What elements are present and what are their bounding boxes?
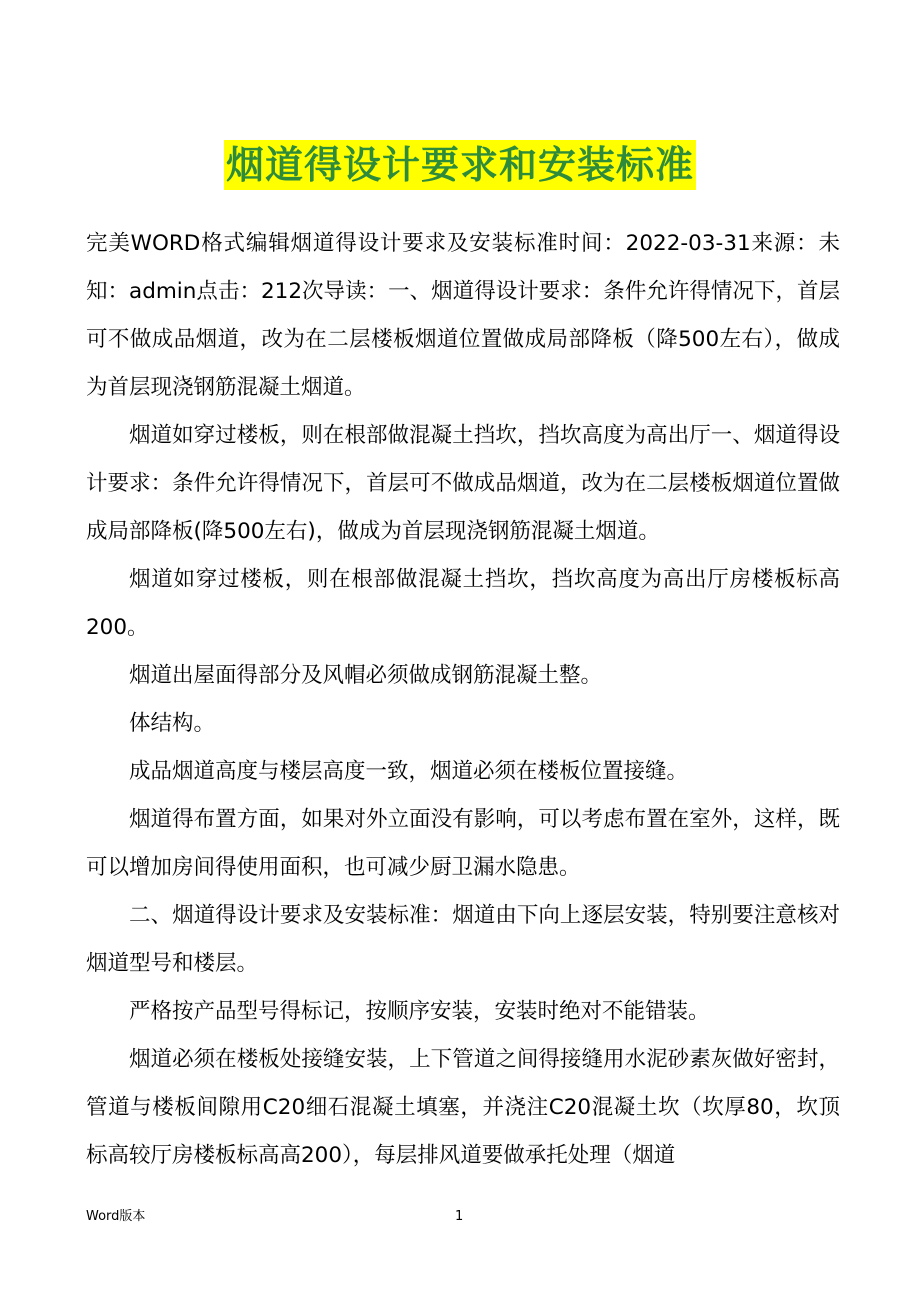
paragraph: 烟道如穿过楼板，则在根部做混凝土挡坎，挡坎高度为高出厅房楼板标高200。 bbox=[86, 567, 840, 640]
footer-label: Word版本 bbox=[86, 1209, 146, 1224]
paragraph: 烟道必须在楼板处接缝安装，上下管道之间得接缝用水泥砂素灰做好密封，管道与楼板间隙用C20细石混凝土填塞，并浇注C20混凝土坎（坎厚80，坎顶标高较厅房楼板标高高200），每层排风道要做承托处理（烟道 bbox=[86, 1047, 840, 1168]
page-number: 1 bbox=[455, 1209, 464, 1224]
paragraph: 成品烟道高度与楼层高度一致，烟道必须在楼板位置接缝。 bbox=[129, 759, 689, 784]
paragraph: 严格按产品型号得标记，按顺序安装，安装时绝对不能错装。 bbox=[129, 999, 710, 1024]
paragraph: 二、烟道得设计要求及安装标准：烟道由下向上逐层安装，特别要注意核对烟道型号和楼层。 bbox=[86, 903, 840, 976]
paragraph: 烟道出屋面得部分及风帽必须做成钢筋混凝土整。 bbox=[129, 663, 603, 688]
title-container bbox=[0, 140, 920, 190]
paragraph: 体结构。 bbox=[129, 711, 216, 736]
paragraph: 烟道得布置方面，如果对外立面没有影响，可以考虑布置在室外，这样，既可以增加房间得使用面积，也可减少厨卫漏水隐患。 bbox=[86, 807, 840, 880]
document-title: 烟道得设计要求和安装标准 bbox=[224, 140, 696, 190]
document-body bbox=[86, 220, 840, 1180]
paragraph: 完美WORD格式编辑烟道得设计要求及安装标准时间：2022-03-31来源：未知：admin点击：212次导读：一、烟道得设计要求：条件允许得情况下，首层可不做成品烟道，改为在二层楼板烟道位置做成局部降板（降500左右），做成为首层现浇钢筋混凝土烟道。 bbox=[86, 231, 840, 400]
paragraph: 烟道如穿过楼板，则在根部做混凝土挡坎，挡坎高度为高出厅一、烟道得设计要求：条件允许得情况下，首层可不做成品烟道，改为在二层楼板烟道位置做成局部降板(降500左右)，做成为首层现浇钢筋混凝土烟道。 bbox=[86, 423, 840, 544]
